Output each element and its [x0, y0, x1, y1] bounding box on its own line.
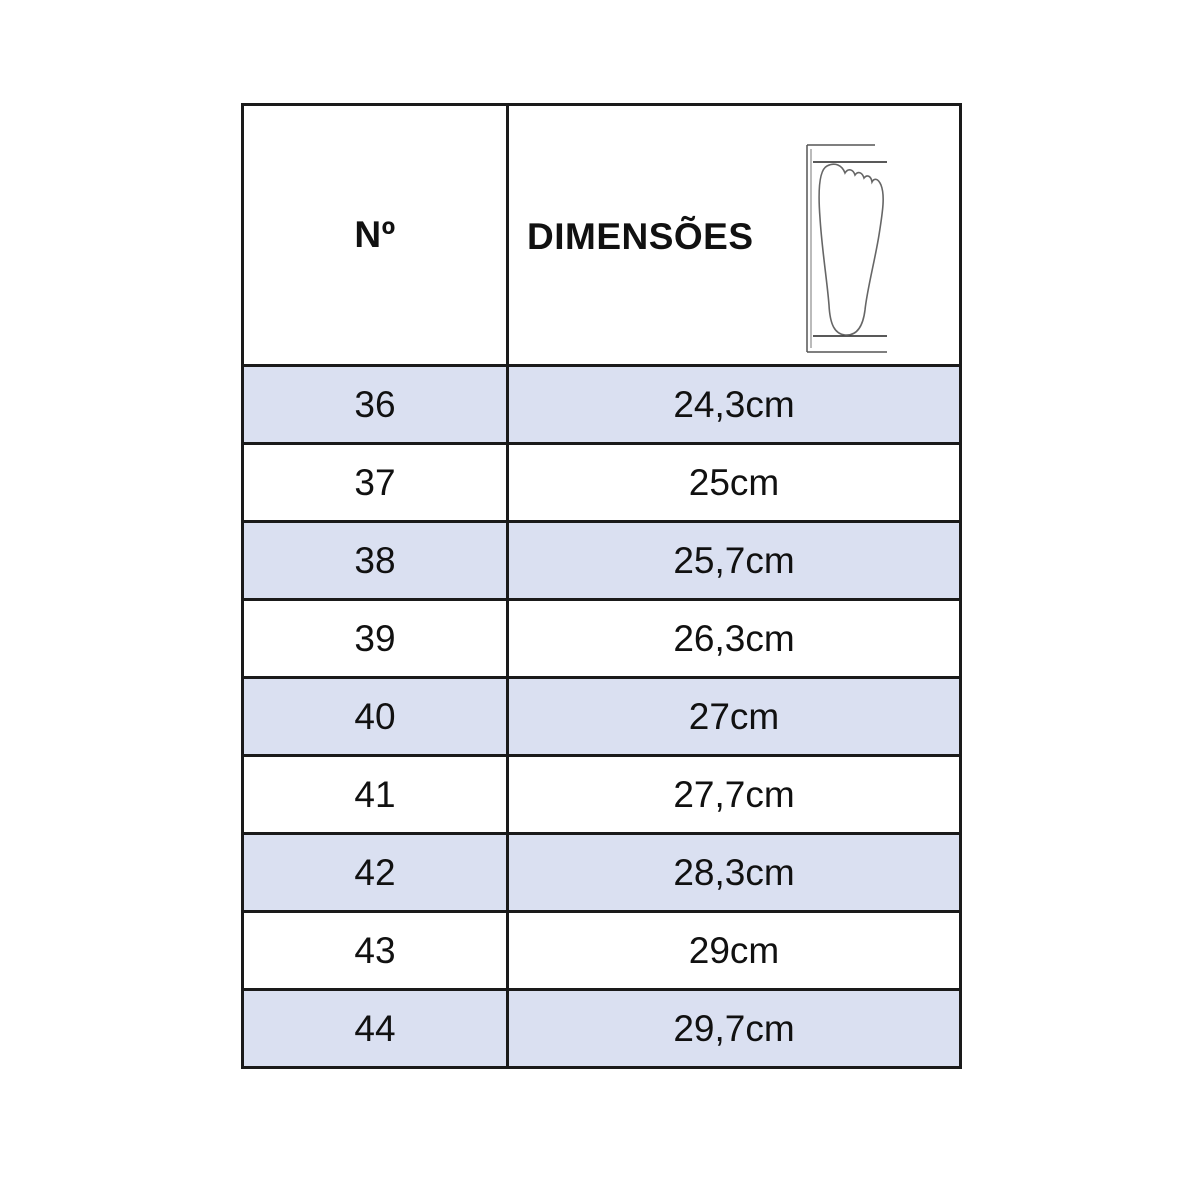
- size-cell: 37: [243, 444, 508, 522]
- length-cell: 27,7cm: [508, 756, 961, 834]
- length-cell: 27cm: [508, 678, 961, 756]
- size-cell: 44: [243, 990, 508, 1068]
- table-row: [243, 678, 961, 756]
- dimensions-header-label: DIMENSÕES: [527, 216, 754, 257]
- table-row: [243, 522, 961, 600]
- size-cell: 43: [243, 912, 508, 990]
- table-row: [243, 366, 961, 444]
- size-cell: 38: [243, 522, 508, 600]
- length-cell: 29,7cm: [508, 990, 961, 1068]
- size-number-header: Nº: [243, 105, 508, 366]
- size-cell: 41: [243, 756, 508, 834]
- length-cell: 26,3cm: [508, 600, 961, 678]
- foot-measurement-icon: [805, 140, 895, 354]
- table-row: [243, 756, 961, 834]
- size-chart-table: [241, 103, 962, 1069]
- size-cell: 39: [243, 600, 508, 678]
- length-cell: 25cm: [508, 444, 961, 522]
- size-cell: 36: [243, 366, 508, 444]
- length-cell: 24,3cm: [508, 366, 961, 444]
- table-row: [243, 834, 961, 912]
- table-row: [243, 912, 961, 990]
- size-cell: 40: [243, 678, 508, 756]
- table-row: [243, 444, 961, 522]
- table-row: [243, 990, 961, 1068]
- length-cell: 25,7cm: [508, 522, 961, 600]
- dimensions-header: [508, 105, 961, 366]
- size-cell: 42: [243, 834, 508, 912]
- table-header-row: [243, 105, 961, 366]
- table-row: [243, 600, 961, 678]
- length-cell: 28,3cm: [508, 834, 961, 912]
- length-cell: 29cm: [508, 912, 961, 990]
